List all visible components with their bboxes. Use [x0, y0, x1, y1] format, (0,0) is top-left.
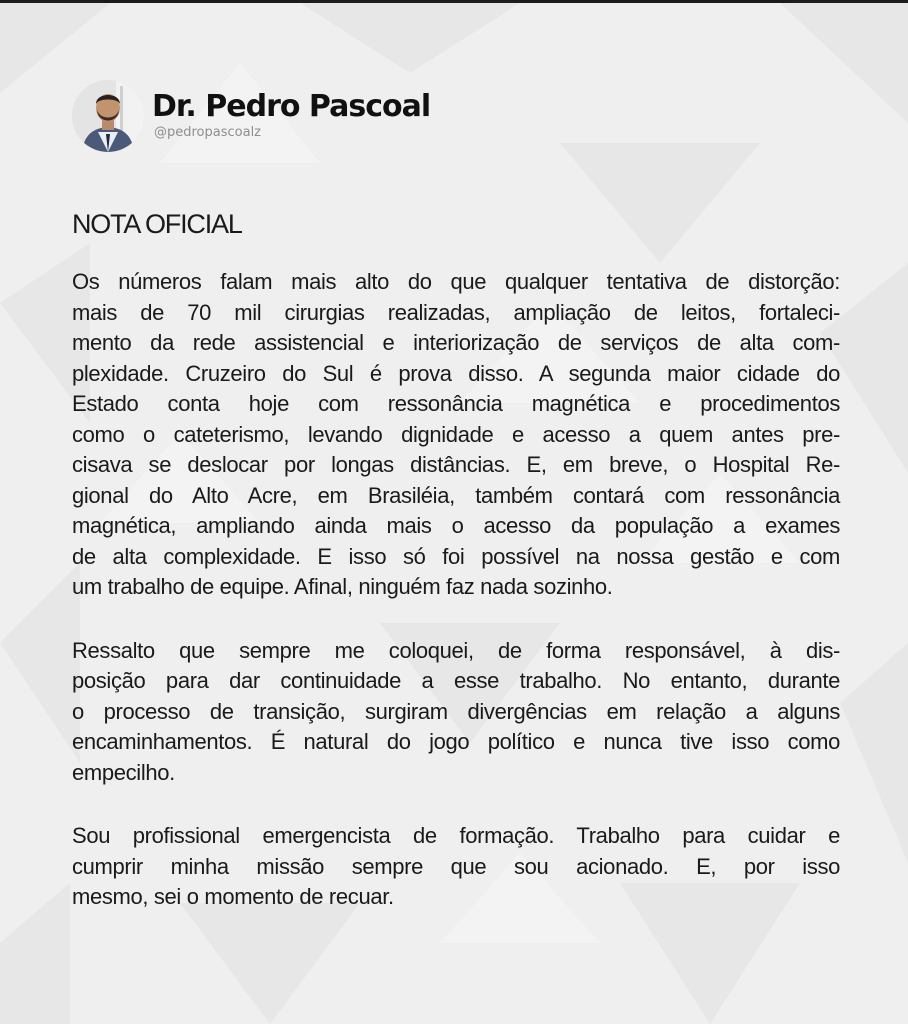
- author-handle: @pedropascoalz: [154, 125, 262, 140]
- text-line: magnética, ampliando ainda mais o acesso da população a exames: [72, 513, 840, 538]
- text-line: cisava se deslocar por longas distâncias. E, em breve, o Hospital Re-: [72, 452, 840, 477]
- text-line: Sou profissional emergencista de formação. Trabalho para cuidar e: [72, 823, 840, 848]
- text-line: de alta complexidade. E isso só foi possível na nossa gestão e com: [72, 543, 840, 569]
- text-line: posição para dar continuidade a esse trabalho. No entanto, durante: [72, 668, 840, 693]
- document-title: NOTA OFICIAL: [72, 209, 242, 239]
- avatar-photo-icon: [72, 80, 144, 152]
- text-line: Ressalto que sempre me coloquei, de forma responsável, à dis-: [72, 637, 840, 663]
- text-line: Estado conta hoje com ressonância magnética e procedimentos: [72, 391, 840, 416]
- text-line: Os números falam mais alto do que qualquer tentativa de distorção:: [72, 269, 840, 294]
- avatar: [72, 80, 144, 152]
- text-line: um trabalho de equipe. Afinal, ninguém faz nada sozinho.: [72, 574, 613, 599]
- text-line: o processo de transição, surgiram divergências em relação a alguns: [72, 698, 840, 724]
- text-line: cumprir minha missão sempre que sou acionado. E, por isso: [72, 853, 840, 879]
- text-line: mais de 70 mil cirurgias realizadas, ampliação de leitos, fortaleci-: [72, 299, 840, 325]
- text-line: empecilho.: [72, 759, 175, 785]
- author-name: Dr. Pedro Pascoal: [152, 89, 431, 124]
- text-line: encaminhamentos. É natural do jogo político e nunca tive isso como: [72, 729, 840, 754]
- text-line: mesmo, sei o momento de recuar.: [72, 884, 394, 909]
- text-line: gional do Alto Acre, em Brasiléia, também contará com ressonância: [72, 482, 840, 508]
- paragraph-2: [72, 636, 840, 789]
- text-line: como o cateterismo, levando dignidade e acesso a quem antes pre-: [72, 421, 840, 447]
- paragraph-1: [72, 267, 840, 603]
- text-line: plexidade. Cruzeiro do Sul é prova disso. A segunda maior cidade do: [72, 360, 840, 386]
- document-body: [72, 267, 840, 946]
- author-identity: [152, 90, 430, 142]
- paragraph-3: [72, 821, 840, 913]
- text-line: mento da rede assistencial e interiorização de serviços de alta com-: [72, 330, 840, 355]
- author-header: [72, 80, 430, 152]
